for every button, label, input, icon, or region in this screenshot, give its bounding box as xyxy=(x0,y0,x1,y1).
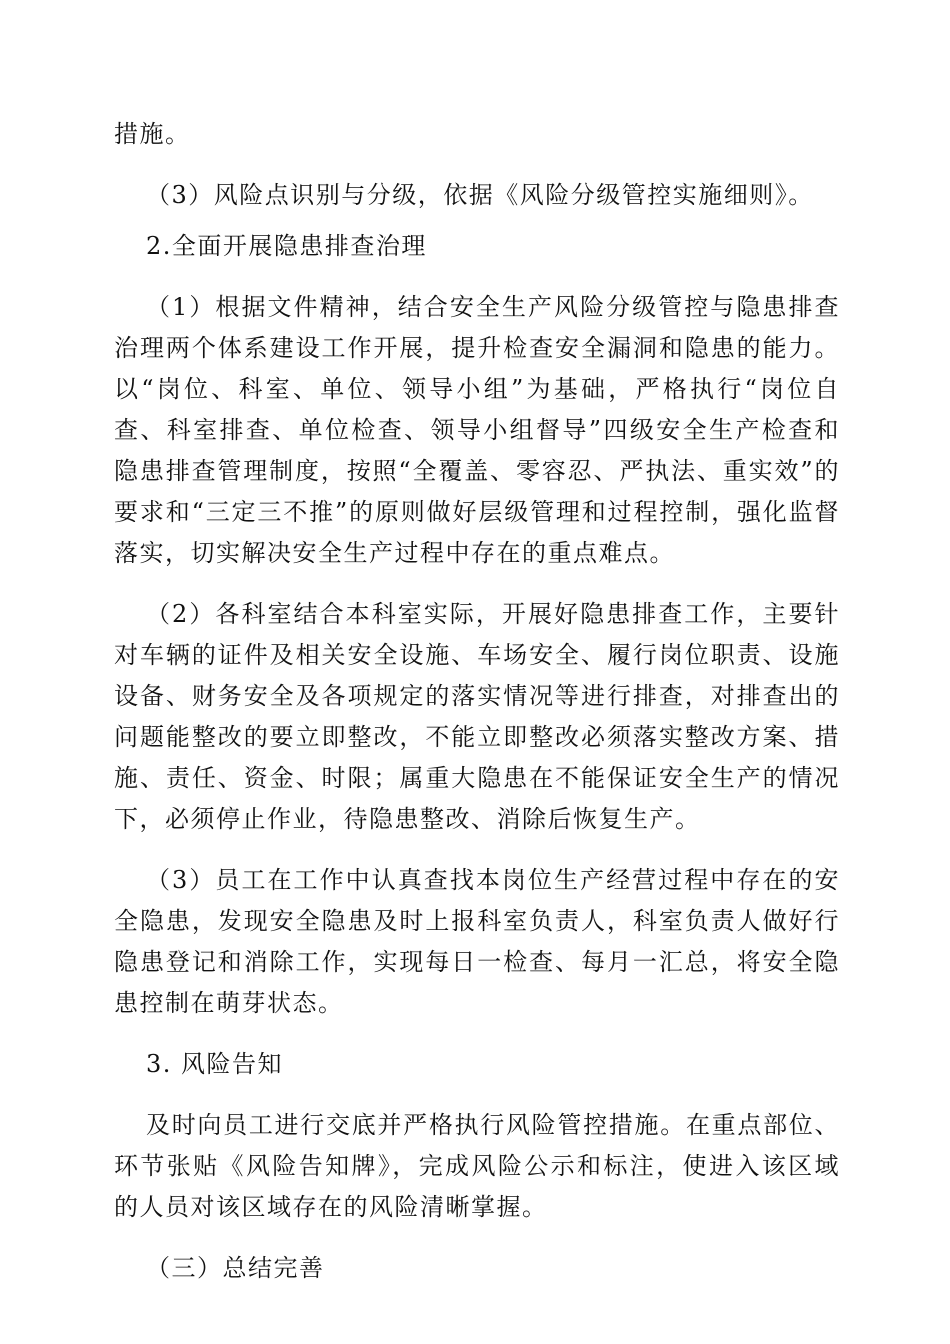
document-body xyxy=(114,114,840,1289)
paragraph-item-2: （2）各科室结合本科室实际，开展好隐患排查工作，主要针对车辆的证件及相关安全设施、车场安全、履行岗位职责、设施设备、财务安全及各项规定的落实情况等进行排查，对排查出的问题能整改的要立即整改，不能立即整改必须落实整改方案、措施、责任、资金、时限；属重大隐患在不能保证安全生产的情况下，必须停止作业，待隐患整改、消除后恢复生产。 xyxy=(114,600,840,833)
section-heading-hazard-inspection: 2.全面开展隐患排查治理 xyxy=(146,232,427,260)
paragraph-risk-notice: 及时向员工进行交底并严格执行风险管控措施。在重点部位、环节张贴《风险告知牌》，完成风险公示和标注，使进入该区域的人员对该区域存在的风险清晰掌握。 xyxy=(114,1111,840,1221)
section-heading-summary: （三）总结完善 xyxy=(146,1254,325,1282)
paragraph-item-1: （1）根据文件精神，结合安全生产风险分级管控与隐患排查治理两个体系建设工作开展，提升检查安全漏洞和隐患的能力。以“岗位、科室、单位、领导小组”为基础，严格执行“岗位自查、科室排查、单位检查、领导小组督导”四级安全生产检查和隐患排查管理制度，按照“全覆盖、零容忍、严执法、重实效”的要求和“三定三不推”的原则做好层级管理和过程控制，强化监督落实，切实解决安全生产过程中存在的重点难点。 xyxy=(114,293,840,567)
section-heading-risk-notice: 3. 风险告知 xyxy=(146,1050,284,1078)
paragraph-risk-identification: （3）风险点识别与分级，依据《风险分级管控实施细则》。 xyxy=(146,181,814,209)
paragraph-continuation: 措施。 xyxy=(114,120,191,148)
paragraph-item-3: （3）员工在工作中认真查找本岗位生产经营过程中存在的安全隐患，发现安全隐患及时上报科室负责人，科室负责人做好行隐患登记和消除工作，实现每日一检查、每月一汇总，将安全隐患控制在萌芽状态。 xyxy=(114,866,840,1017)
